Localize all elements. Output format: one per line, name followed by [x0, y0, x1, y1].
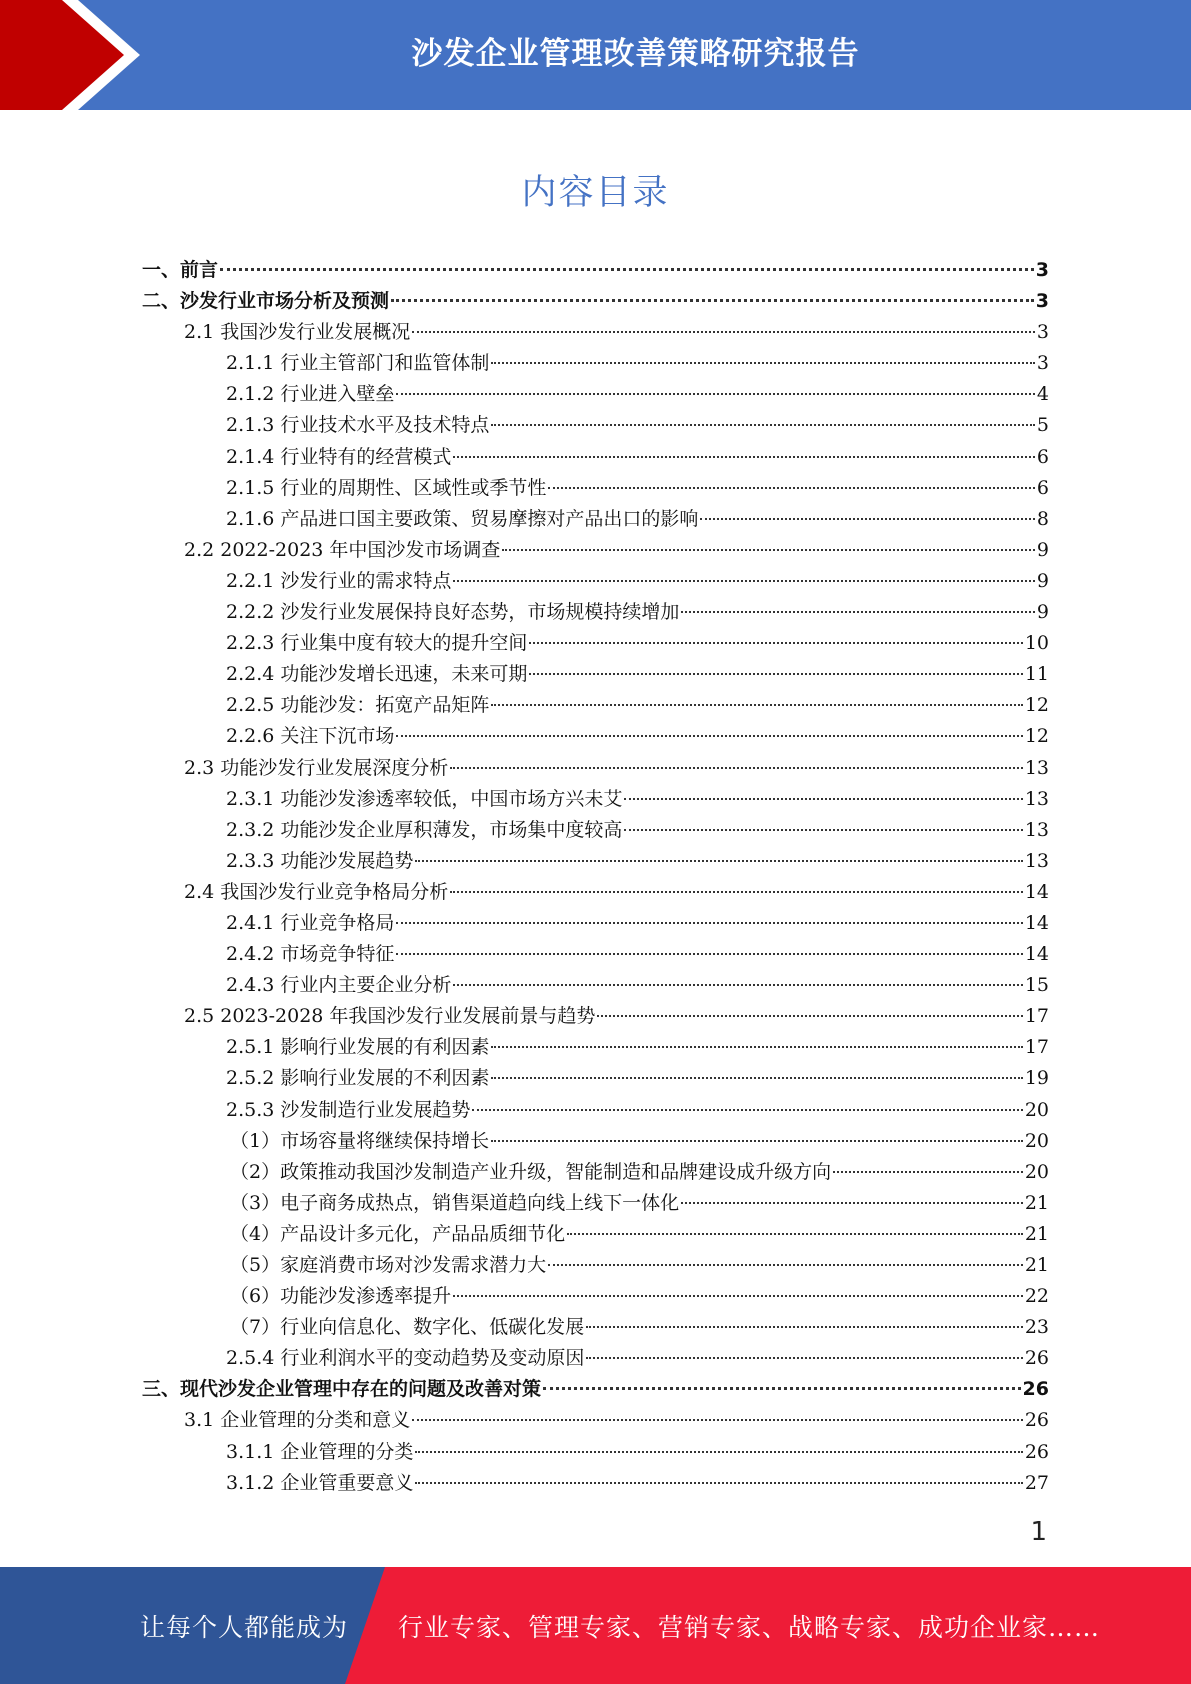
toc-entry[interactable] [142, 721, 1049, 752]
toc-entry-label: 2.4.3 行业内主要企业分析 [226, 974, 452, 997]
toc-entry-page: 4 [1036, 383, 1049, 406]
toc-entry[interactable] [142, 784, 1049, 815]
toc-entry-page: 6 [1036, 445, 1049, 468]
toc-dot-leader [391, 299, 1034, 302]
toc-dot-leader [624, 829, 1022, 831]
toc-entry-page: 6 [1036, 476, 1049, 499]
toc-dot-leader [415, 1451, 1022, 1453]
toc-dot-leader [597, 1015, 1022, 1017]
toc-dot-leader [548, 1264, 1023, 1266]
toc-entry[interactable] [142, 1001, 1049, 1032]
toc-entry[interactable] [142, 1126, 1049, 1157]
red-arrow-icon [0, 0, 160, 110]
toc-dot-leader [700, 518, 1035, 520]
toc-entry-page: 20 [1024, 1098, 1049, 1121]
toc-entry-label: 2.1.2 行业进入壁垒 [226, 383, 395, 406]
toc-entry-page: 5 [1036, 414, 1049, 437]
toc-dot-leader [833, 1171, 1023, 1173]
toc-entry-page: 13 [1024, 849, 1049, 872]
toc-title: 内容目录 [521, 173, 670, 213]
toc-entry[interactable] [142, 1405, 1049, 1436]
toc-entry-label: （3）电子商务成热点，销售渠道趋向线上线下一体化 [230, 1191, 680, 1214]
toc-dot-leader [586, 1326, 1023, 1328]
toc-dot-leader [453, 456, 1035, 458]
toc-entry-label: 一、前言 [142, 259, 219, 281]
toc-entry-label: 3.1.1 企业管理的分类 [226, 1440, 414, 1463]
toc-entry[interactable] [142, 597, 1049, 628]
toc-entry[interactable] [142, 1063, 1049, 1094]
footer-banner [0, 1567, 1191, 1684]
toc-entry-page: 27 [1024, 1471, 1049, 1494]
toc-entry-page: 3 [1035, 290, 1049, 313]
toc-entry-label: 三、现代沙发企业管理中存在的问题及改善对策 [142, 1378, 542, 1401]
toc-entry[interactable] [142, 908, 1049, 939]
toc-entry-label: 2.3.1 功能沙发渗透率较低，中国市场方兴未艾 [226, 787, 623, 810]
toc-entry[interactable] [142, 473, 1049, 504]
toc-entry-label: （7）行业向信息化、数字化、低碳化发展 [230, 1316, 585, 1339]
toc-entry-label: 2.1.5 行业的周期性、区域性或季节性 [226, 476, 547, 499]
toc-entry[interactable] [142, 317, 1049, 348]
toc-entry-page: 20 [1024, 1160, 1049, 1183]
toc-entry[interactable] [142, 753, 1049, 784]
toc-entry-page: 23 [1024, 1316, 1049, 1339]
toc-entry-label: 2.5.3 沙发制造行业发展趋势 [226, 1098, 471, 1121]
toc-entry-page: 13 [1024, 756, 1049, 779]
toc-dot-leader [396, 953, 1022, 955]
toc-entry-page: 20 [1024, 1129, 1049, 1152]
toc-entry-page: 17 [1024, 1036, 1049, 1059]
toc-dot-leader [415, 860, 1022, 862]
toc-entry-page: 12 [1024, 725, 1049, 748]
toc-entry-page: 9 [1036, 538, 1049, 561]
toc-dot-leader [529, 642, 1022, 644]
toc-entry-label: （2）政策推动我国沙发制造产业升级，智能制造和品牌建设成升级方向 [230, 1160, 832, 1183]
toc-entry-page: 12 [1024, 694, 1049, 717]
toc-entry-label: 2.1.4 行业特有的经营模式 [226, 445, 452, 468]
toc-dot-leader [681, 611, 1035, 613]
toc-entry-page: 13 [1024, 818, 1049, 841]
toc-dot-leader [491, 1077, 1022, 1079]
toc-entry-label: 2.1.1 行业主管部门和监管体制 [226, 352, 490, 375]
toc-dot-leader [220, 268, 1034, 271]
toc-entry-page: 26 [1024, 1409, 1049, 1432]
toc-entry-page: 26 [1024, 1347, 1049, 1370]
toc-dot-leader [491, 362, 1035, 364]
toc-entry[interactable] [142, 815, 1049, 846]
toc-entry-page: 3 [1036, 321, 1049, 344]
toc-entry[interactable] [142, 1095, 1049, 1126]
toc-entry-label: 3.1.2 企业管重要意义 [226, 1471, 414, 1494]
toc-entry[interactable] [142, 690, 1049, 721]
toc-entry-label: 二、沙发行业市场分析及预测 [142, 290, 390, 313]
toc-dot-leader [412, 331, 1035, 333]
toc-dot-leader [396, 393, 1035, 395]
toc-entry-label: 2.4.1 行业竞争格局 [226, 911, 395, 934]
toc-dot-leader [450, 891, 1023, 893]
toc-entry-label: （4）产品设计多元化，产品品质细节化 [230, 1222, 566, 1245]
toc-dot-leader [491, 704, 1022, 706]
page-number: 1 [1030, 1517, 1047, 1547]
toc-entry[interactable] [142, 1157, 1049, 1188]
toc-dot-leader [491, 1140, 1023, 1142]
toc-dot-leader [396, 735, 1022, 737]
toc-entry[interactable] [142, 1188, 1049, 1219]
toc-entry-label: 2.2.6 关注下沉市场 [226, 725, 395, 748]
toc-entry-page: 3 [1035, 259, 1049, 281]
toc-dot-leader [412, 1419, 1023, 1421]
toc-dot-leader [491, 1046, 1022, 1048]
toc-entry[interactable] [142, 628, 1049, 659]
toc-entry-label: 2.1 我国沙发行业发展概况 [184, 321, 411, 344]
toc-entry[interactable] [142, 410, 1049, 441]
toc-entry-label: 2.4 我国沙发行业竞争格局分析 [184, 880, 449, 903]
toc-entry-label: 2.2.5 功能沙发：拓宽产品矩阵 [226, 694, 490, 717]
toc-entry-label: 2.2 2022-2023 年中国沙发市场调查 [184, 538, 501, 561]
toc-dot-leader [450, 767, 1023, 769]
toc-entry[interactable] [142, 1312, 1049, 1343]
toc-entry[interactable] [142, 566, 1049, 597]
toc-entry-label: 2.2.1 沙发行业的需求特点 [226, 569, 452, 592]
toc-entry[interactable] [142, 379, 1049, 410]
toc-entry-page: 14 [1024, 943, 1049, 966]
toc-entry-page: 9 [1036, 569, 1049, 592]
toc-entry[interactable] [142, 348, 1049, 379]
toc-entry-label: 2.5.4 行业利润水平的变动趋势及变动原因 [226, 1347, 585, 1370]
toc-entry[interactable] [142, 1219, 1049, 1250]
toc-entry-label: 2.3.3 功能沙发展趋势 [226, 849, 414, 872]
toc-entry-label: 2.5 2023-2028 年我国沙发行业发展前景与趋势 [184, 1005, 596, 1028]
toc-entry-label: 2.5.1 影响行业发展的有利因素 [226, 1036, 490, 1059]
toc-entry-label: （6）功能沙发渗透率提升 [230, 1285, 452, 1308]
toc-entry-label: （5）家庭消费市场对沙发需求潜力大 [230, 1254, 547, 1276]
toc-entry-page: 19 [1024, 1067, 1049, 1090]
toc-entry-label: 2.1.6 产品进口国主要政策、贸易摩擦对产品出口的影响 [226, 507, 699, 530]
toc-entry-label: 2.3.2 功能沙发企业厚积薄发，市场集中度较高 [226, 818, 623, 841]
toc-entry-page: 26 [1024, 1440, 1049, 1463]
toc-entry-page: 8 [1036, 507, 1049, 530]
toc-entry[interactable] [142, 877, 1049, 908]
toc-dot-leader [453, 1295, 1023, 1297]
toc-dot-leader [491, 424, 1035, 426]
toc-entry[interactable] [142, 504, 1049, 535]
toc-entry[interactable] [142, 846, 1049, 877]
toc-dot-leader [567, 1233, 1023, 1235]
toc-dot-leader [548, 487, 1035, 489]
toc-entry-label: 3.1 企业管理的分类和意义 [184, 1409, 411, 1432]
toc-entry[interactable] [142, 939, 1049, 970]
toc-entry-page: 22 [1024, 1285, 1049, 1308]
toc-dot-leader [681, 1202, 1023, 1204]
toc-entry-label: 2.5.2 影响行业发展的不利因素 [226, 1067, 490, 1090]
toc-dot-leader [415, 1482, 1022, 1484]
toc-entry-label: 2.2.2 沙发行业发展保持良好态势，市场规模持续增加 [226, 601, 680, 624]
toc-dot-leader [624, 798, 1022, 800]
toc-entry-label: 2.2.3 行业集中度有较大的提升空间 [226, 632, 528, 655]
toc-entry-label: （1）市场容量将继续保持增长 [230, 1129, 490, 1152]
header-banner [0, 0, 1191, 110]
toc-entry-page: 14 [1024, 911, 1049, 934]
toc-dot-leader [502, 549, 1034, 551]
toc-dot-leader [472, 1109, 1022, 1111]
toc-entry[interactable] [142, 1250, 1049, 1281]
toc-entry[interactable] [142, 1032, 1049, 1063]
toc-entry-label: 2.2.4 功能沙发增长迅速，未来可期 [226, 663, 528, 686]
toc-entry[interactable] [142, 535, 1049, 566]
table-of-contents [142, 255, 1049, 1499]
footer-slogan-left: 让每个人都能成为 [140, 1612, 349, 1642]
toc-entry-page: 26 [1022, 1378, 1049, 1401]
toc-dot-leader [453, 580, 1035, 582]
toc-entry[interactable] [142, 1281, 1049, 1312]
toc-dot-leader [396, 922, 1022, 924]
toc-entry-page: 14 [1024, 880, 1049, 903]
toc-entry-page: 17 [1024, 1005, 1049, 1028]
toc-entry[interactable] [142, 442, 1049, 473]
toc-entry-page: 21 [1024, 1254, 1049, 1276]
toc-entry-page: 13 [1024, 787, 1049, 810]
toc-entry[interactable] [142, 1468, 1049, 1499]
toc-dot-leader [543, 1387, 1021, 1390]
toc-entry-label: 2.3 功能沙发行业发展深度分析 [184, 756, 449, 779]
toc-entry-page: 10 [1024, 632, 1049, 655]
toc-entry[interactable] [142, 1437, 1049, 1468]
toc-entry-page: 15 [1024, 974, 1049, 997]
toc-entry-page: 21 [1024, 1222, 1049, 1245]
toc-entry-page: 11 [1024, 663, 1049, 686]
footer-slogan-right: 行业专家、管理专家、营销专家、战略专家、成功企业家…… [398, 1612, 1101, 1642]
toc-entry-page: 3 [1036, 352, 1049, 375]
toc-entry[interactable] [142, 970, 1049, 1001]
toc-dot-leader [453, 984, 1022, 986]
toc-entry[interactable] [142, 255, 1049, 286]
toc-entry-label: 2.4.2 市场竞争特征 [226, 943, 395, 966]
toc-entry[interactable] [142, 286, 1049, 317]
toc-entry[interactable] [142, 1374, 1049, 1405]
toc-entry[interactable] [142, 1343, 1049, 1374]
toc-entry-page: 21 [1024, 1191, 1049, 1214]
toc-entry-page: 9 [1036, 601, 1049, 624]
toc-entry[interactable] [142, 659, 1049, 690]
toc-dot-leader [586, 1357, 1022, 1359]
toc-entry-label: 2.1.3 行业技术水平及技术特点 [226, 414, 490, 437]
toc-dot-leader [529, 673, 1022, 675]
report-title: 沙发企业管理改善策略研究报告 [411, 35, 860, 72]
